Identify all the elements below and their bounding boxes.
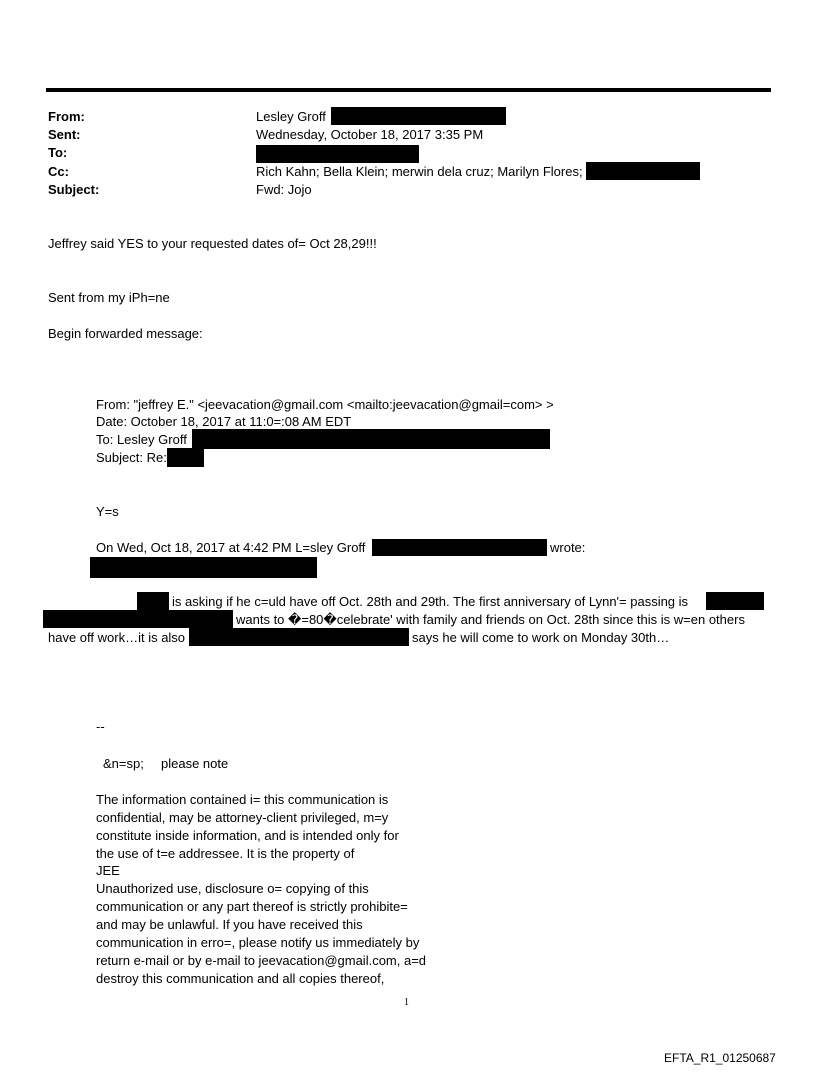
quoted-paragraph-line: wants to �=80�celebrate' with family and friends on Oct. 28th since this is w=en others	[236, 612, 745, 627]
from-value: Lesley Groff	[256, 109, 326, 124]
disclaimer-line: confidential, may be attorney-client privileged, m=y	[96, 810, 389, 825]
sent-value: Wednesday, October 18, 2017 3:35 PM	[256, 127, 484, 142]
fwd-from-line: From: "jeffrey E." <jeevacation@gmail.com <mailto:jeevacation@gmail=com> >	[96, 397, 554, 412]
fwd-to-line: To: Lesley Groff	[96, 432, 187, 447]
document-id: EFTA_R1_01250687	[664, 1051, 776, 1065]
please-note-text: please note	[161, 756, 229, 771]
redaction-block	[43, 610, 233, 628]
redaction-block	[706, 592, 764, 610]
disclaimer-line: communication in erro=, please notify us immediately by	[96, 935, 420, 950]
redaction-block	[331, 107, 506, 125]
redaction-block	[90, 557, 317, 578]
sent-from-line: Sent from my iPh=ne	[48, 290, 170, 305]
subject-label: Subject:	[48, 182, 100, 197]
quoted-paragraph-line: is asking if he c=uld have off Oct. 28th and 29th. The first anniversary of Lynn'= passing is	[172, 594, 689, 609]
cc-label: Cc:	[48, 164, 69, 179]
quoted-paragraph-line: have off work…it is also	[48, 630, 186, 645]
disclaimer-line: destroy this communication and all copies thereof,	[96, 971, 385, 986]
from-label: From:	[48, 109, 85, 124]
page-number: 1	[404, 997, 409, 1008]
disclaimer-line: communication or any part thereof is strictly prohibite=	[96, 899, 408, 914]
disclaimer-line: and may be unlawful. If you have received this	[96, 917, 363, 932]
quoted-paragraph-line: says he will come to work on Monday 30th…	[412, 630, 670, 645]
nbsp-text: &n=sp;	[103, 756, 144, 771]
sent-label: Sent:	[48, 127, 81, 142]
disclaimer-line: The information contained i= this communication is	[96, 792, 389, 807]
fwd-date-line: Date: October 18, 2017 at 11:0=:08 AM EDT	[96, 414, 352, 429]
to-label: To:	[48, 145, 68, 160]
redaction-block	[372, 539, 547, 556]
begin-forwarded-line: Begin forwarded message:	[48, 326, 203, 341]
redaction-block	[256, 145, 419, 163]
disclaimer-line: the use of t=e addressee. It is the property of	[96, 846, 355, 861]
redaction-block	[167, 448, 204, 467]
reply-text: Y=s	[96, 504, 119, 519]
redaction-block	[586, 162, 700, 180]
disclaimer-line: return e-mail or by e-mail to jeevacation@gmail.com, a=d	[96, 953, 427, 968]
body-line: Jeffrey said YES to your requested dates of= Oct 28,29!!!	[48, 236, 377, 251]
quoted-header-prefix: On Wed, Oct 18, 2017 at 4:42 PM L=sley Groff	[96, 540, 366, 555]
disclaimer-line: Unauthorized use, disclosure o= copying of this	[96, 881, 369, 896]
signature-dashes: --	[96, 719, 105, 734]
redaction-block	[137, 592, 169, 610]
disclaimer-line: constitute inside information, and is intended only for	[96, 828, 399, 843]
disclaimer-line: JEE	[96, 863, 120, 878]
redaction-block	[189, 628, 409, 646]
fwd-subject-line: Subject: Re:	[96, 450, 167, 465]
cc-value: Rich Kahn; Bella Klein; merwin dela cruz; Marilyn Flores;	[256, 164, 583, 179]
quoted-header-suffix: wrote:	[550, 540, 586, 555]
header-divider	[46, 88, 771, 92]
redaction-block	[192, 429, 550, 449]
subject-value: Fwd: Jojo	[256, 182, 312, 197]
